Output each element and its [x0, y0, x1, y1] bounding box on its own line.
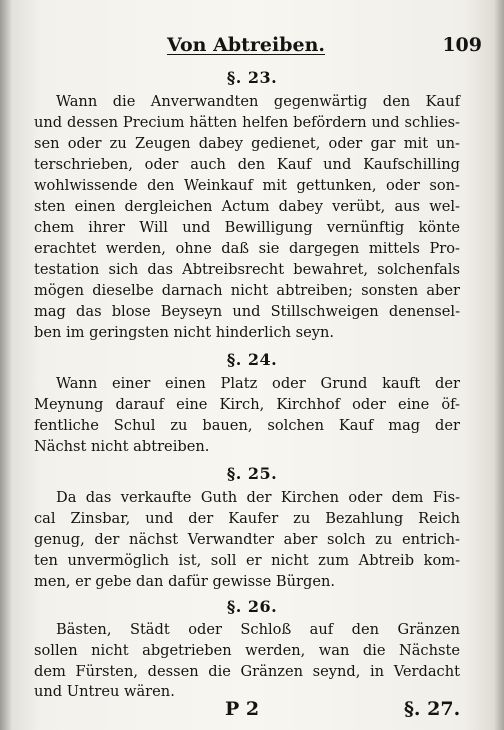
paragraph-line: Wann einer einen Platz oder Grund kauft der: [56, 375, 460, 392]
paragraph-line: Wann die Anverwandten gegenwärtig den Kauf: [56, 93, 460, 110]
signature-mark: P 2: [225, 698, 260, 720]
paragraph-line: sollen nicht abgetrieben werden, wan die Nächste: [34, 642, 460, 659]
paragraph-line: chem ihrer Will und Bewilligung vernünftig könte: [34, 219, 460, 236]
paragraph-line: und Untreu wären.: [34, 683, 175, 700]
paragraph-line: sten einen dergleichen Actum dabey verübt, aus wel-: [34, 198, 460, 215]
paragraph-line: fentliche Schul zu bauen, solchen Kauf mag der: [34, 417, 460, 434]
section-number-26: §. 26.: [226, 597, 278, 616]
paragraph-line: Nächst nicht abtreiben.: [34, 438, 210, 455]
catchword: §. 27.: [404, 698, 461, 720]
paragraph-line: terschrieben, oder auch den Kauf und Kaufschilling: [34, 156, 460, 173]
paragraph-line: cal Zinsbar, und der Kaufer zu Bezahlung Reich: [34, 510, 460, 527]
section-number-23: §. 23.: [226, 68, 278, 87]
paragraph-line: mag das blose Beyseyn und Stillschweigen denensel-: [34, 303, 460, 320]
paragraph-line: testation sich das Abtreibsrecht bewahret, solchenfals: [34, 261, 460, 278]
paragraph-line: genug, der nächst Verwandter aber solch zu entrich-: [34, 531, 460, 548]
paragraph-line: mögen dieselbe darnach nicht abtreiben; sonsten aber: [34, 282, 460, 299]
paragraph-line: sen oder zu Zeugen dabey gedienet, oder gar mit un-: [34, 135, 460, 152]
paragraph-line: erachtet werden, ohne daß sie dargegen mittels Pro-: [34, 240, 460, 257]
paragraph-line: Bästen, Städt oder Schloß auf den Gränzen: [56, 621, 460, 638]
paragraph-line: Meynung darauf eine Kirch, Kirchhof oder eine öf-: [34, 396, 460, 413]
page-footer: [0, 683, 504, 720]
paragraph-line: men, er gebe dan dafür gewisse Bürgen.: [34, 573, 336, 590]
paragraph-line: und dessen Precium hätten helfen befördern und schlies-: [34, 114, 460, 131]
paragraph-line: dem Fürsten, dessen die Gränzen seynd, in Verdacht: [34, 663, 460, 680]
running-title: Von Abtreiben.: [166, 34, 326, 56]
section-number-24: §. 24.: [226, 350, 278, 369]
page-number: 109: [442, 34, 482, 56]
running-head: [30, 34, 482, 60]
paragraph-line: Da das verkaufte Guth der Kirchen oder dem Fis-: [56, 489, 460, 506]
paragraph-line: ben im geringsten nicht hinderlich seyn.: [34, 324, 335, 341]
section-number-25: §. 25.: [226, 464, 278, 483]
paragraph-line: ten unvermöglich ist, soll er nicht zum Abtreib kom-: [34, 552, 460, 569]
paragraph-line: wohlwissende den Weinkauf mit gettunken, oder son-: [34, 177, 460, 194]
